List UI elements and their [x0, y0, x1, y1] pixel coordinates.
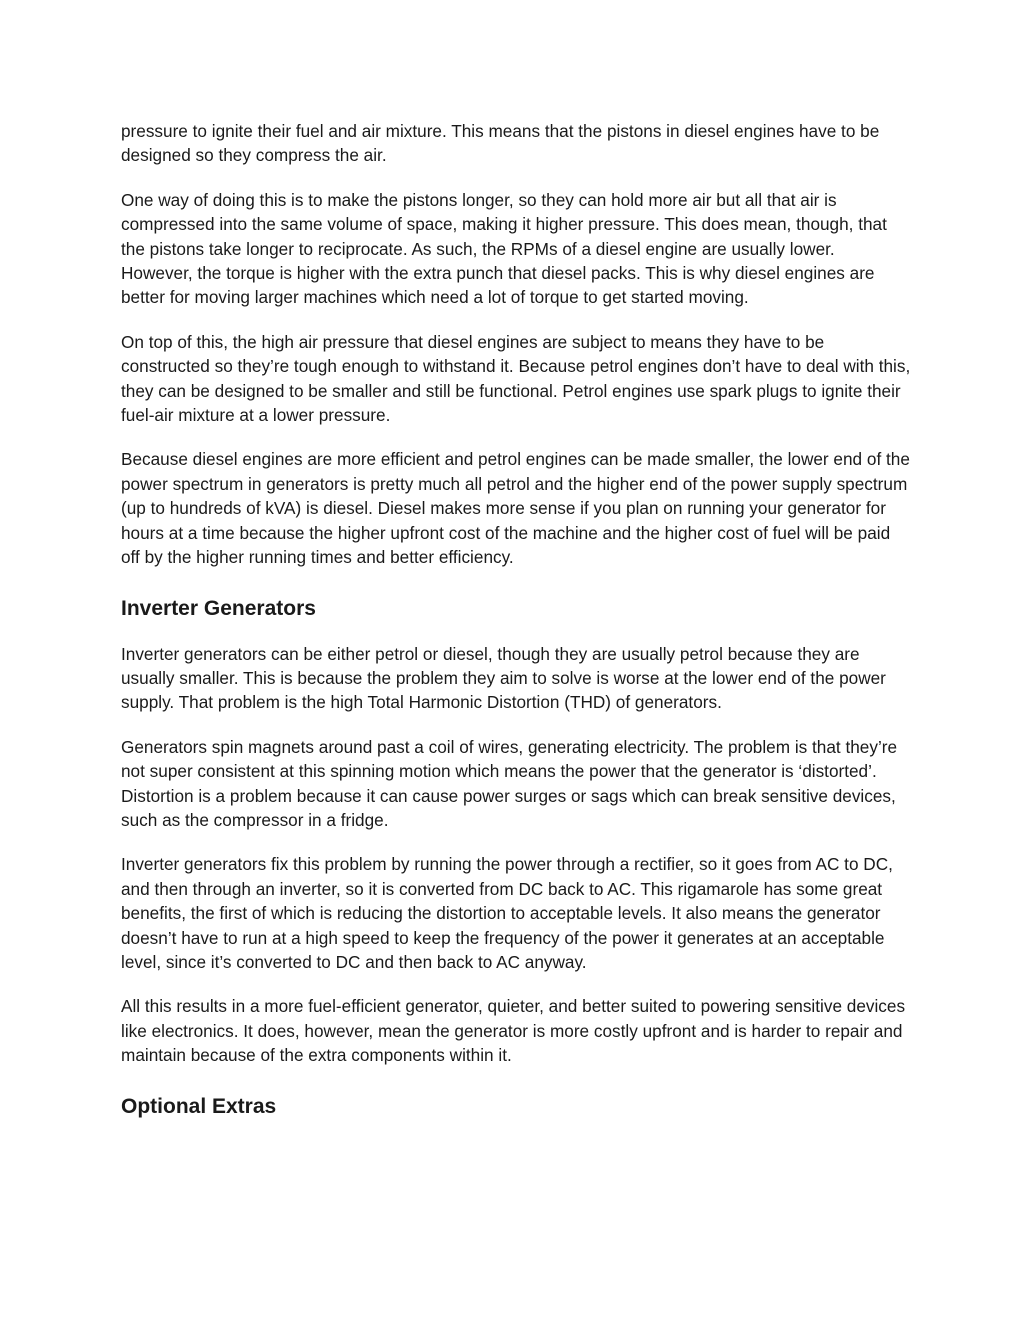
paragraph-power-spectrum: Because diesel engines are more efficient and petrol engines can be made smaller, the lower end of the power spectrum in generators is pretty much all petrol and the higher end of the power supply spectrum (up to hundreds of kVA) is diesel. Diesel makes more sense if you plan on running your generator for hours at a time because the higher upfront cost of the machine and the higher cost of fuel will be paid off by the higher running times and better efficiency. [121, 449, 910, 568]
heading-inverter-generators: Inverter Generators [121, 596, 316, 620]
paragraph-rectifier: Inverter generators fix this problem by running the power through a rectifier, so it goes from AC to DC, and then through an inverter, so it is converted from DC back to AC. This rigamarole has some great benefits, the first of which is reducing the distortion to acceptable levels. It also means the generator doesn’t have to run at a high speed to keep the frequency of the power it generates at an acceptable level, since it’s converted to DC and then back to AC anyway. [121, 854, 893, 972]
paragraph-diesel-pressure: pressure to ignite their fuel and air mixture. This means that the pistons in diesel engines have to be designed so they compress the air. [121, 121, 880, 166]
paragraph-distortion: Generators spin magnets around past a coil of wires, generating electricity. The problem is that they’re not super consistent at this spinning motion which means the power that the generator is ‘distorted’. Distortion is a problem because it can cause power surges or sags which can break sensitive devices, such as the compressor in a fridge. [121, 736, 898, 830]
paragraph-inverter-intro: Inverter generators can be either petrol or diesel, though they are usually petrol because they are usually smaller. This is because the problem they aim to solve is worse at the lower end of the power supply. That problem is the high Total Harmonic Distortion (THD) of generators. [121, 643, 886, 713]
heading-optional-extras: Optional Extras [121, 1094, 277, 1118]
paragraph-air-pressure: On top of this, the high air pressure that diesel engines are subject to means they have to be constructed so they’re tough enough to withstand it. Because petrol engines don’t have to deal with this, they can be designed to be smaller and still be functional. Petrol engines use spark plugs to ignite their fuel-air mixture at a lower pressure. [121, 331, 911, 426]
paragraph-benefits: All this results in a more fuel-efficient generator, quieter, and better suited to powering sensitive devices like electronics. It does, however, mean the generator is more costly upfront and is harder to repair and maintain because of the extra components within it. [121, 996, 906, 1066]
document-page [121, 119, 911, 1140]
paragraph-piston-length: One way of doing this is to make the pistons longer, so they can hold more air but all that air is compressed into the same volume of space, making it higher pressure. This does mean, though, that the pistons take longer to reciprocate. As such, the RPMs of a diesel engine are usually lower. However, the torque is higher with the extra punch that diesel packs. This is why diesel engines are better for moving larger machines which need a lot of torque to get started moving. [121, 189, 887, 308]
